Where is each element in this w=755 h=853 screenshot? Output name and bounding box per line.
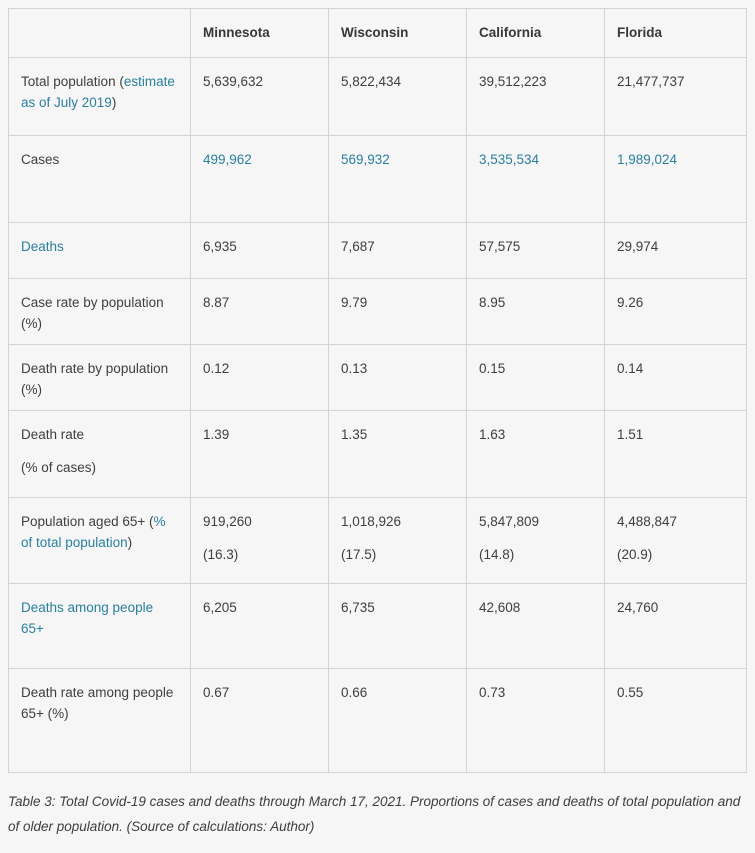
label-text: (% of cases) <box>21 460 97 475</box>
death-rate-by-population-value-california <box>467 345 605 411</box>
case-rate-by-population-value-wisconsin <box>329 279 467 345</box>
value-line: 1.51 <box>617 427 644 442</box>
value-line: 1.63 <box>479 427 506 442</box>
case-rate-by-population-value-florida <box>605 279 747 345</box>
population-aged-65-plus-value-florida <box>605 498 747 584</box>
value-line: 919,260 <box>203 514 252 529</box>
table-row-death-rate-of-cases <box>9 411 747 498</box>
label-text: ) <box>111 95 117 110</box>
cases-value-wisconsin <box>329 136 467 223</box>
row-label-death-rate-by-population <box>9 345 191 411</box>
cases-value-link-california[interactable]: 3,535,534 <box>479 152 540 167</box>
cases-value-link-minnesota[interactable]: 499,962 <box>203 152 252 167</box>
value-line: 1,018,926 <box>341 514 402 529</box>
death-rate-among-people-65-plus-value-florida <box>605 669 747 773</box>
deaths-among-people-65-plus-label-link[interactable]: Deaths among people 65+ <box>21 600 154 636</box>
deaths-among-people-65-plus-value-florida <box>605 584 747 669</box>
table-body <box>9 58 747 773</box>
population-aged-65-plus-value-wisconsin <box>329 498 467 584</box>
population-aged-65-plus-value-minnesota <box>191 498 329 584</box>
total-population-value-california <box>467 58 605 136</box>
value-line: 6,735 <box>341 600 375 615</box>
population-aged-65-plus-value-california <box>467 498 605 584</box>
column-header-wisconsin: Wisconsin <box>329 9 467 58</box>
value-line: (17.5) <box>341 547 377 562</box>
deaths-among-people-65-plus-value-california <box>467 584 605 669</box>
value-line: (20.9) <box>617 547 653 562</box>
cases-value-california <box>467 136 605 223</box>
value-line: 39,512,223 <box>479 74 547 89</box>
value-line: 0.12 <box>203 361 230 376</box>
cases-value-link-florida[interactable]: 1,989,024 <box>617 152 678 167</box>
column-header-florida: Florida <box>605 9 747 58</box>
table-row-deaths <box>9 223 747 279</box>
death-rate-by-population-value-minnesota <box>191 345 329 411</box>
total-population-label-link[interactable]: estimate as of July 2019 <box>21 74 175 110</box>
value-line: 0.13 <box>341 361 368 376</box>
table-row-deaths-among-people-65-plus <box>9 584 747 669</box>
value-line: 0.14 <box>617 361 644 376</box>
row-label-line <box>21 457 178 478</box>
value-line: 29,974 <box>617 239 659 254</box>
population-aged-65-plus-label-link[interactable]: % of total population <box>21 514 166 550</box>
table-row-total-population <box>9 58 747 136</box>
death-rate-among-people-65-plus-value-minnesota <box>191 669 329 773</box>
value-line <box>617 149 734 170</box>
deaths-value-california <box>467 223 605 279</box>
label-text: Cases <box>21 152 60 167</box>
row-label-death-rate-among-people-65-plus <box>9 669 191 773</box>
deaths-among-people-65-plus-value-minnesota <box>191 584 329 669</box>
value-line: 1.39 <box>203 427 230 442</box>
death-rate-by-population-value-florida <box>605 345 747 411</box>
row-label-deaths-among-people-65-plus <box>9 584 191 669</box>
row-label-line <box>21 682 178 724</box>
value-line: 8.95 <box>479 295 506 310</box>
value-line: 42,608 <box>479 600 521 615</box>
total-population-value-minnesota <box>191 58 329 136</box>
value-line: 1.35 <box>341 427 368 442</box>
case-rate-by-population-value-california <box>467 279 605 345</box>
table-caption: Table 3: Total Covid-19 cases and deaths through March 17, 2021. Proportions of cases and deaths of total population and of older population. (Source of calculations: Author) <box>8 794 741 834</box>
value-line: 6,935 <box>203 239 237 254</box>
covid-stats-table <box>8 8 747 773</box>
death-rate-of-cases-value-california <box>467 411 605 498</box>
label-text: ) <box>127 535 133 550</box>
corner-cell <box>9 9 191 58</box>
label-text: Death rate <box>21 427 85 442</box>
total-population-value-wisconsin <box>329 58 467 136</box>
row-label-line <box>21 292 178 334</box>
death-rate-of-cases-value-wisconsin <box>329 411 467 498</box>
case-rate-by-population-value-minnesota <box>191 279 329 345</box>
label-text: Death rate among people 65+ (%) <box>21 685 174 721</box>
label-text: Case rate by population (%) <box>21 295 164 331</box>
value-line: 9.26 <box>617 295 644 310</box>
value-line: 6,205 <box>203 600 237 615</box>
value-line: (16.3) <box>203 547 239 562</box>
column-header-minnesota: Minnesota <box>191 9 329 58</box>
value-line: 0.55 <box>617 685 644 700</box>
cases-value-link-wisconsin[interactable]: 569,932 <box>341 152 390 167</box>
row-label-deaths <box>9 223 191 279</box>
value-line: (14.8) <box>479 547 515 562</box>
death-rate-of-cases-value-florida <box>605 411 747 498</box>
total-population-value-florida <box>605 58 747 136</box>
label-text: Population aged 65+ ( <box>21 514 154 529</box>
cases-value-minnesota <box>191 136 329 223</box>
table-row-death-rate-by-population <box>9 345 747 411</box>
value-line <box>341 149 454 170</box>
label-text: Total population ( <box>21 74 124 89</box>
table-row-case-rate-by-population <box>9 279 747 345</box>
deaths-value-florida <box>605 223 747 279</box>
row-label-total-population <box>9 58 191 136</box>
value-line: 21,477,737 <box>617 74 685 89</box>
table-row-death-rate-among-people-65-plus <box>9 669 747 773</box>
deaths-among-people-65-plus-value-wisconsin <box>329 584 467 669</box>
value-line: 0.73 <box>479 685 506 700</box>
table-row-cases <box>9 136 747 223</box>
table-row-population-aged-65-plus <box>9 498 747 584</box>
row-label-case-rate-by-population <box>9 279 191 345</box>
row-label-death-rate-of-cases <box>9 411 191 498</box>
value-line: 5,822,434 <box>341 74 402 89</box>
death-rate-among-people-65-plus-value-california <box>467 669 605 773</box>
column-header-california: California <box>467 9 605 58</box>
row-label-cases <box>9 136 191 223</box>
value-line: 57,575 <box>479 239 521 254</box>
deaths-value-wisconsin <box>329 223 467 279</box>
row-label-line <box>21 71 178 113</box>
header-row <box>9 9 747 58</box>
row-label-line <box>21 511 178 553</box>
value-line: 0.15 <box>479 361 506 376</box>
deaths-value-minnesota <box>191 223 329 279</box>
row-label-line <box>21 149 178 170</box>
death-rate-of-cases-value-minnesota <box>191 411 329 498</box>
value-line <box>203 149 316 170</box>
row-label-line <box>21 358 178 400</box>
value-line: 5,639,632 <box>203 74 264 89</box>
row-label-line <box>21 236 178 257</box>
death-rate-among-people-65-plus-value-wisconsin <box>329 669 467 773</box>
value-line: 4,488,847 <box>617 514 678 529</box>
row-label-line <box>21 597 178 639</box>
value-line: 9.79 <box>341 295 368 310</box>
row-label-line <box>21 424 178 445</box>
value-line: 7,687 <box>341 239 375 254</box>
value-line: 0.67 <box>203 685 230 700</box>
cases-value-florida <box>605 136 747 223</box>
death-rate-by-population-value-wisconsin <box>329 345 467 411</box>
deaths-label-link[interactable]: Deaths <box>21 239 64 254</box>
row-label-population-aged-65-plus <box>9 498 191 584</box>
value-line <box>479 149 592 170</box>
label-text: Death rate by population (%) <box>21 361 169 397</box>
value-line: 24,760 <box>617 600 659 615</box>
value-line: 0.66 <box>341 685 368 700</box>
value-line: 5,847,809 <box>479 514 540 529</box>
value-line: 8.87 <box>203 295 230 310</box>
